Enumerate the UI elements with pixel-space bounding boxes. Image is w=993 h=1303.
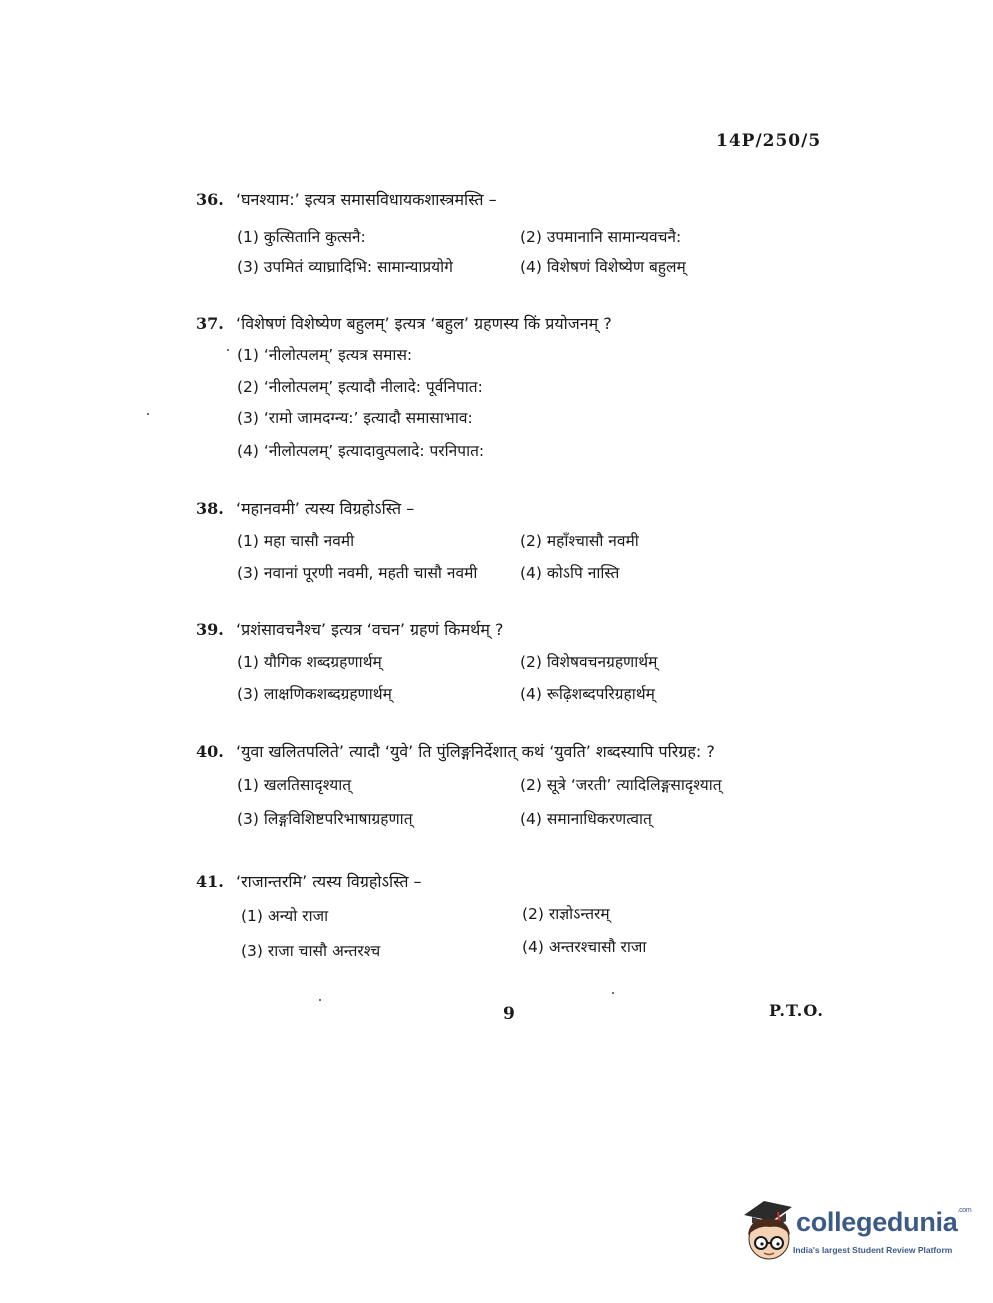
scan-speck — [612, 992, 614, 994]
question-38 — [196, 498, 414, 520]
option-41-2: (2) राज्ञोऽन्तरम् — [522, 905, 610, 923]
question-text: ‘राजान्तरमि’ त्यस्य विग्रहोऽस्ति – — [236, 872, 422, 891]
question-number: 40. — [196, 742, 224, 761]
question-37 — [196, 313, 612, 335]
option-39-3: (3) लाक्षणिकशब्दग्रहणार्थम् — [237, 685, 392, 703]
question-39 — [196, 619, 504, 641]
option-38-3: (3) नवानां पूरणी नवमी, महती चासौ नवमी — [237, 564, 478, 582]
option-39-4: (4) रूढ़िशब्दपरिग्रहार्थम् — [520, 685, 655, 703]
question-40 — [196, 741, 715, 763]
page-number: 9 — [503, 1004, 515, 1024]
question-text: ‘घनश्याम:’ इत्यत्र समासविधायकशास्त्रमस्ति – — [236, 190, 497, 209]
option-36-1: (1) कुत्सितानि कुत्सनै: — [237, 228, 366, 246]
option-36-4: (4) विशेषणं विशेष्येण बहुलम् — [520, 258, 686, 276]
option-37-4: (4) ‘नीलोत्पलम्’ इत्यादावुत्पलादे: परनिपात: — [237, 442, 485, 460]
option-36-3: (3) उपमितं व्याघ्रादिभि: सामान्याप्रयोगे — [237, 258, 453, 276]
option-40-4: (4) समानाधिकरणत्वात् — [520, 810, 652, 828]
question-41 — [196, 871, 422, 893]
option-37-3: (3) ‘रामो जामदग्न्य:’ इत्यादौ समासाभाव: — [237, 409, 473, 427]
option-40-2: (2) सूत्रे ‘जरती’ त्यादिलिङ्गसादृश्यात् — [520, 776, 722, 794]
brand-tagline: India's largest Student Review Platform — [793, 1245, 953, 1255]
question-number: 39. — [196, 620, 224, 639]
option-41-4: (4) अन्तरश्चासौ राजा — [522, 938, 647, 956]
brand-name: collegedunia$^{.com}$ — [796, 1207, 972, 1237]
question-text: ‘प्रशंसावचनैश्च’ इत्यत्र ‘वचन’ ग्रहणं किमर्थम् ? — [236, 620, 504, 639]
option-39-1: (1) यौगिक शब्दग्रहणार्थम् — [237, 653, 382, 671]
option-36-2: (2) उपमानानि सामान्यवचनै: — [520, 228, 682, 246]
question-number: 36. — [196, 190, 224, 209]
pto-label: P.T.O. — [769, 1001, 824, 1020]
option-41-3: (3) राजा चासौ अन्तरश्च — [241, 942, 381, 960]
option-39-2: (2) विशेषवचनग्रहणार्थम् — [520, 653, 658, 671]
option-40-1: (1) खलतिसादृश्यात् — [237, 776, 352, 794]
question-text: ‘युवा खलितपलिते’ त्यादौ ‘युवे’ ति पुंलिङ्गनिर्देशात् कथं ‘युवति’ शब्दस्यापि परिग्रह: ? — [236, 742, 715, 761]
question-number: 37. — [196, 314, 224, 333]
paper-code: 14P/250/5 — [716, 131, 822, 151]
scan-speck — [147, 413, 149, 415]
option-38-4: (4) कोऽपि नास्ति — [520, 564, 620, 582]
option-40-3: (3) लिङ्गविशिष्टपरिभाषाग्रहणात् — [237, 810, 413, 828]
option-41-1: (1) अन्यो राजा — [241, 907, 329, 925]
option-38-1: (1) महा चासौ नवमी — [237, 532, 355, 550]
question-number: 41. — [196, 872, 224, 891]
option-37-2: (2) ‘नीलोत्पलम्’ इत्यादौ नीलादे: पूर्वनिपात: — [237, 378, 483, 396]
question-number: 38. — [196, 499, 224, 518]
question-text: ‘विशेषणं विशेष्येण बहुलम्’ इत्यत्र ‘बहुल’ ग्रहणस्य किं प्रयोजनम् ? — [236, 314, 612, 333]
scan-speck — [319, 999, 321, 1001]
option-37-1: (1) ‘नीलोत्पलम्’ इत्यत्र समास: — [237, 346, 413, 364]
question-36 — [196, 189, 497, 211]
option-38-2: (2) महाँश्चासौ नवमी — [520, 532, 639, 550]
question-text: ‘महानवमी’ त्यस्य विग्रहोऽस्ति – — [236, 499, 415, 518]
scan-speck — [227, 349, 229, 351]
